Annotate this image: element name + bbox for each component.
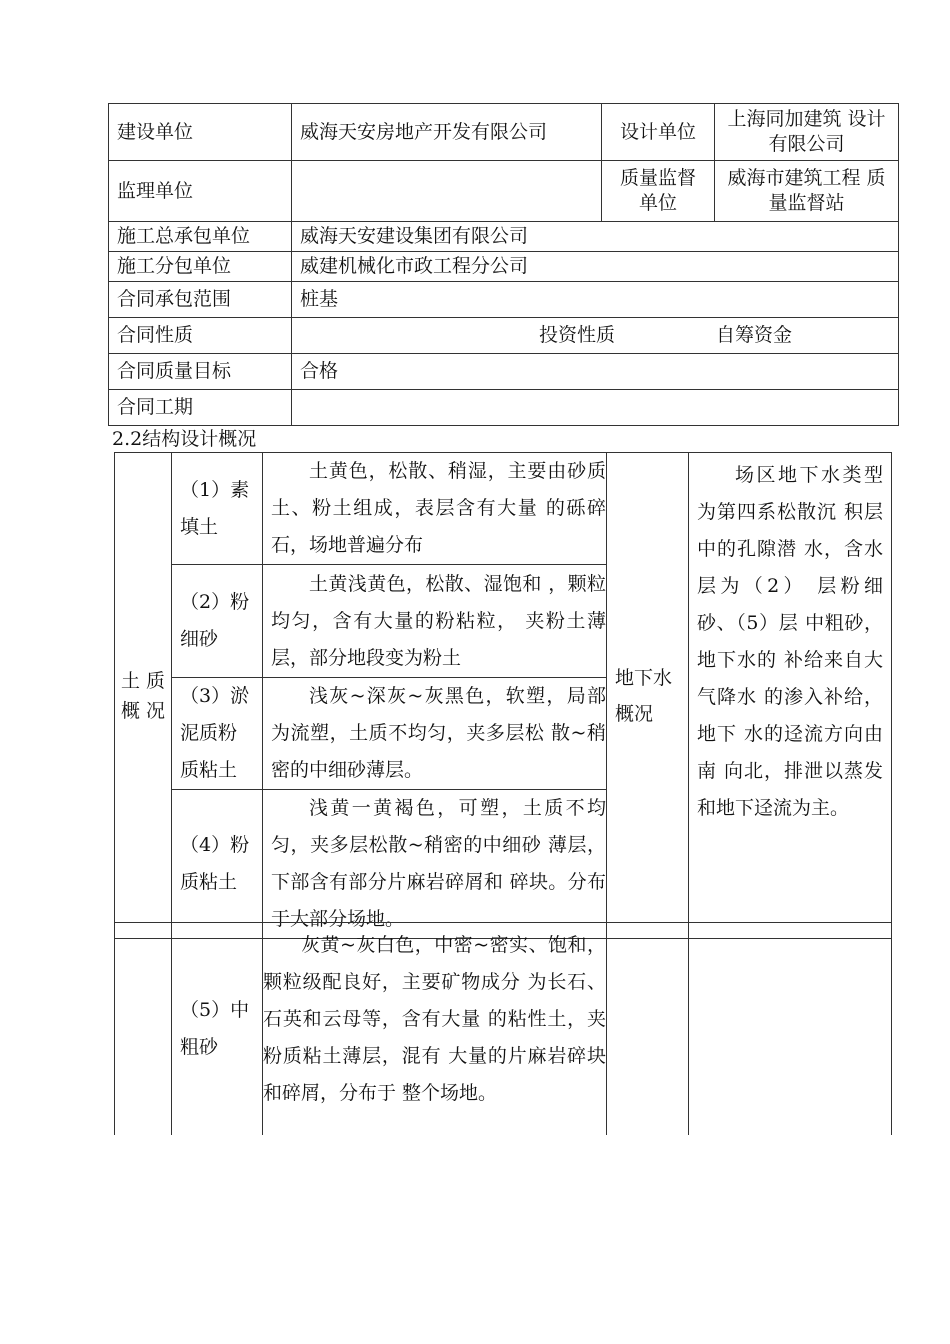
design-unit-value: 上海同加建筑 设计有限公司 [715, 104, 899, 161]
layer-desc: 灰黄~灰白色，中密~密实、饱和，颗粒级配良好，主要矿物成分 为长石、石英和云母等，含有大量 的粘性土，夹粉质粘土薄层，混有 大量的片麻岩碎块和碎屑，分布于 整个场地。 [263, 923, 607, 1135]
layer-name: （4）粉质粘土 [172, 790, 263, 939]
construction-unit-value: 威海天安房地产开发有限公司 [292, 104, 602, 161]
construction-unit-label: 建设单位 [109, 104, 292, 161]
contract-scope-value: 桩基 [292, 282, 899, 318]
general-contractor-value: 威海天安建设集团有限公司 [292, 222, 899, 252]
supervision-unit-label: 监理单位 [109, 161, 292, 222]
investment-nature-label: 投资性质 [539, 324, 616, 346]
layer-name: （5）中粗砂 [172, 923, 263, 1135]
soil-label-blank [115, 923, 172, 1135]
subcontractor-value: 威建机械化市政工程分公司 [292, 252, 899, 282]
contract-nature-label: 合同性质 [109, 318, 292, 354]
layer-desc: 浅黄一黄褐色，可塑，土质不均匀，夹多层松散~稍密的中细砂 薄层，下部含有部分片麻岩碎屑和 碎块。分布于大部分场地。 [263, 790, 607, 939]
groundwater-label: 地下水概况 [607, 453, 689, 939]
groundwater-text-blank [689, 923, 892, 1135]
general-contractor-label: 施工总承包单位 [109, 222, 292, 252]
subcontractor-label: 施工分包单位 [109, 252, 292, 282]
supervision-unit-value [292, 161, 602, 222]
geology-table [114, 452, 892, 939]
quality-unit-value: 威海市建筑工程 质量监督站 [715, 161, 899, 222]
contract-nature-value [292, 318, 899, 354]
contract-period-label: 合同工期 [109, 390, 292, 426]
section-heading: 2.2结构设计概况 [112, 428, 257, 450]
project-info-table [108, 103, 899, 426]
contract-scope-label: 合同承包范围 [109, 282, 292, 318]
layer-desc: 浅灰~深灰~灰黑色，软塑，局部为流塑，土质不均匀，夹多层松 散~稍密的中细砂薄层。 [263, 678, 607, 790]
layer-desc: 土黄浅黄色，松散、湿饱和 ，颗粒均匀，含有大量的粉粘粒， 夹粉土薄层，部分地段变为粉土 [263, 565, 607, 678]
soil-label: 土 质 概 况 [115, 453, 172, 939]
quality-target-label: 合同质量目标 [109, 354, 292, 390]
groundwater-blank [607, 923, 689, 1135]
layer-name: （1）素填土 [172, 453, 263, 565]
contract-period-value [292, 390, 899, 426]
groundwater-text: 场区地下水类型为第四系松散沉 积层中的孔隙潜 水，含水层为（2） 层粉细砂、（5）层 中粗砂，地下水的 补给来自大气降水 的渗入补给，地下 水的迳流方向由南 向北，排泄以蒸发 和地下迳流为主。 [689, 453, 892, 939]
layer-name: （3）淤泥质粉质粘土 [172, 678, 263, 790]
quality-unit-label: 质量监督单位 [602, 161, 715, 222]
layer-desc: 土黄色，松散、稍湿，主要由砂质土、粉土组成，表层含有大量 的砾碎石，场地普遍分布 [263, 453, 607, 565]
geology-table-continued [114, 922, 892, 1135]
investment-nature-value: 自筹资金 [716, 324, 793, 346]
quality-target-value: 合格 [292, 354, 899, 390]
layer-name: （2）粉细砂 [172, 565, 263, 678]
design-unit-label: 设计单位 [602, 104, 715, 161]
